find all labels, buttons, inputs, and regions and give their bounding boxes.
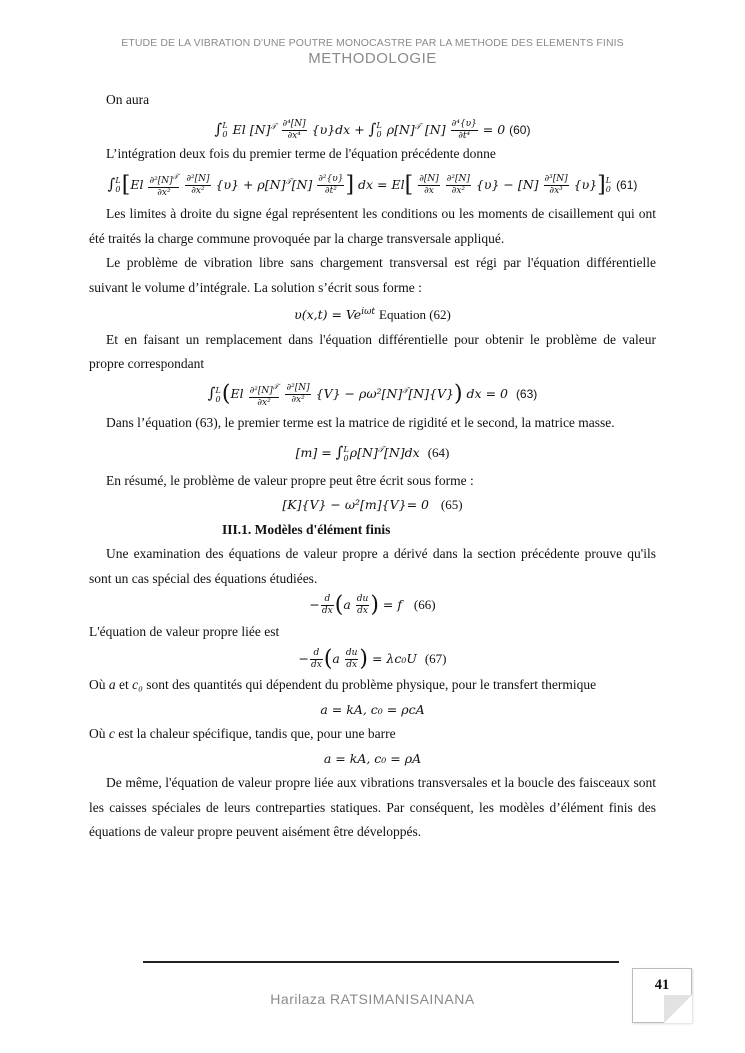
paragraph [89,673,656,698]
equation-number: (65) [440,497,463,513]
equation-number: (66) [413,597,436,613]
equation-number: (63) [515,387,538,402]
text-fragment: Où [89,677,106,693]
equation-62 [89,300,656,328]
paragraph: L’intégration deux fois du premier terme de l'équation précédente donne [106,146,496,162]
equation-66: − $\frac{d}{dx}$ (a $\frac{du}{dx}$ ) = f (66) [309,592,436,618]
equation-61: ∫L 0[El $\frac{\partial^2[N]^𝒯}{\text{∂x²}}$ $\frac{\text{∂²[N]}}{\text{∂x²}}$ $\{\upsilon\} + \rho[N]^𝒯[N]$ $\frac{\text{∂²\{υ\}}}{\text{∂t²}}$ ] dx = El[ $\frac{\partial[N]}{\partial x}$ $\frac{\text{∂²[N]}}{\text{∂x²}}$ {υ} − [N] $\frac{\text{∂³[N]}}{\text{∂x³}}$ {υ}]L 0 (61) [107,172,638,199]
paragraph: L'équation de valeur propre liée est [89,624,280,640]
text-fragment: est la chaleur spécifique, tandis que, pour une barre [118,726,396,742]
paragraph: Les limites à droite du signe égal représentent les conditions ou les moments de cisaillement qui ont été traités la charge commune provoquée par la charge transversale appliqué. [89,206,656,246]
paragraph: Et en faisant un remplacement dans l'équation différentielle pour obtenir le problème de valeur propre correspondant [89,331,656,372]
paragraph: Le problème de vibration libre sans chargement transversal est régi par l'équation différentielle suivant le volume d’intégrale. La solution s’écrit sous forme : [89,255,656,295]
equation-body: [K]{V} − ω²[m]{V}= 0 [282,497,429,513]
equation-body: υ(x,t) = Ve [294,307,362,323]
paragraph: On aura [106,92,150,107]
page-curl-icon [664,995,692,1023]
equation-64: [m] = ∫L $0\rho[N]^𝒯[N]dx$ (64) [295,443,450,463]
equation-number: (61) [616,177,638,192]
equation-bar: a = kA, c₀ = ρA [323,750,422,766]
chapter-title: METHODOLOGIE [308,50,437,67]
equation-number: Equation (62) [379,307,451,323]
footer-author: Harilaza RATSIMANISAINANA [270,991,475,1007]
math-symbol: a [108,677,116,693]
equation-exponent: iωt [361,307,376,318]
paragraph [89,722,656,747]
page-number: 41 [654,977,670,993]
math-symbol: c₀ [132,677,143,693]
equation-number: (67) [424,650,447,666]
equation-number: (60) [509,122,531,137]
text-fragment: et [119,677,129,693]
equation-67: − $\frac{d}{dx}$ (a $\frac{du}{dx}$ ) = λc₀U (67) [298,645,447,671]
equation-60: ∫L 0 El $[N]^𝒯$ $\frac{\text{∂⁴[N]}}{\text{∂x⁴}}$ {υ}dx + ∫L 0 $\rho[N]^𝒯$ [N] $\frac{\text{∂⁴\{υ\}}}{\text{∂t⁴}}$ = 0 (60) [214,118,531,141]
footer-divider [143,961,619,963]
section-heading: III.1. Modèles d'élément finis [222,521,391,537]
paragraph: De même, l'équation de valeur propre liée aux vibrations transversales et la boucle des faisceaux sont les caisses spéciales de leurs contreparties statiques. Par conséquent, les modèles d’élément finis des équations de valeur propre peuvent aisément être développés. [89,775,656,840]
paragraph: Dans l’équation (63), le premier terme est la matrice de rigidité et le second, la matrice masse. [106,414,615,430]
equation-number: (64) [427,445,450,461]
equation-63: ∫L 0(El $\frac{\partial^2[N]^𝒯}{\text{∂x²}}$ $\frac{\text{∂²[N]}}{\text{∂x²}}$ $\{V\} - \rho\omega^2[N]^𝒯[N]\{V\}$) dx = 0 (63) [207,381,538,408]
paragraph: En résumé, le problème de valeur propre peut être écrit sous forme : [106,472,474,488]
paragraph: Une examination des équations de valeur propre a dérivé dans la section précédente prouve qu'ils sont un cas spécial des équations étudiées. [89,546,656,586]
math-symbol: c [108,726,115,742]
page-body [89,88,656,845]
text-fragment: sont des quantités qui dépendent du problème physique, pour le transfert thermique [146,677,597,693]
equation-thermal: a = kA, c₀ = ρcA [320,701,425,717]
page-number-box [632,968,692,1023]
text-fragment: Où [89,726,106,742]
running-header: ETUDE DE LA VIBRATION D'UNE POUTRE MONOCASTRE PAR LA METHODE DES ELEMENTS FINIS [121,37,624,49]
equation-65 [89,493,656,518]
